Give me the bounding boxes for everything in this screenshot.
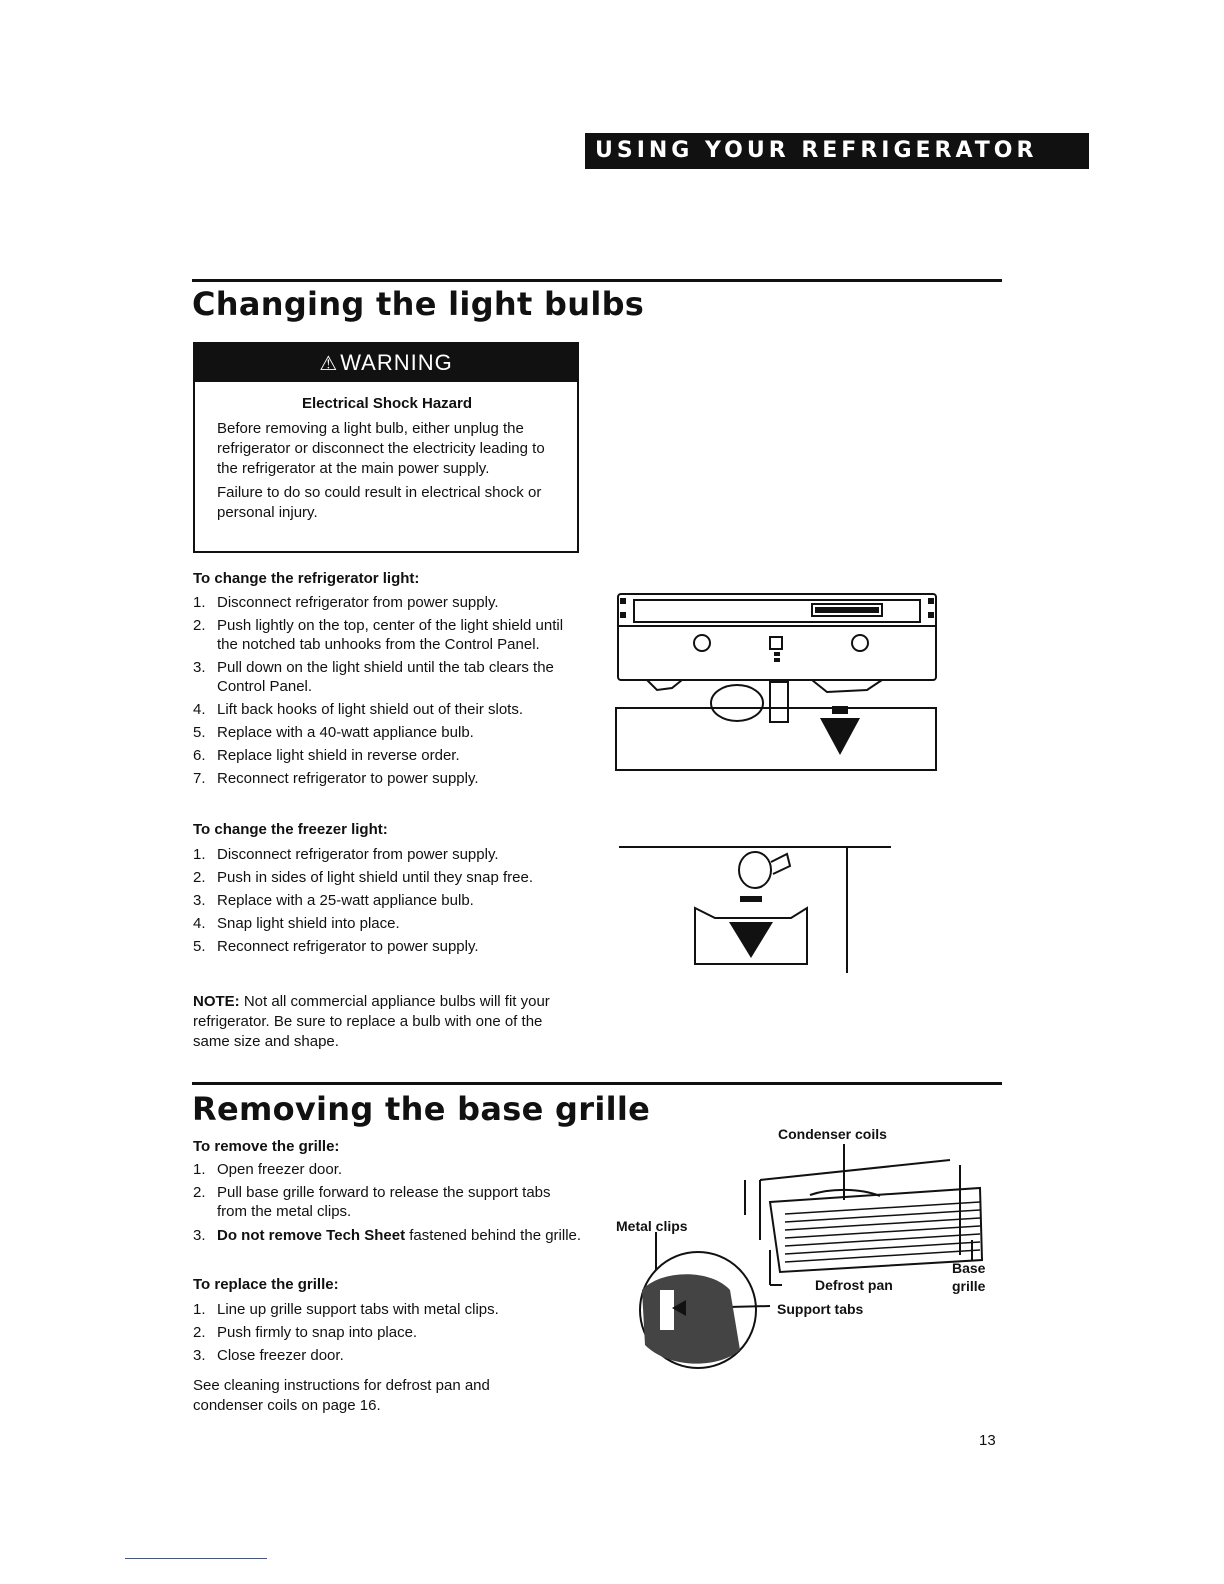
base-grille-illustration <box>620 1140 1000 1380</box>
warning-triangle-icon: ⚠ <box>319 353 339 375</box>
remove-grille-step-3 <box>193 1226 583 1249</box>
step-item: 3. Do not remove Tech Sheet fastened behind the grille. <box>193 1227 582 1244</box>
page-number: 13 <box>979 1432 996 1449</box>
step-item: 2. Push firmly to snap into place. <box>193 1324 418 1341</box>
freezer-light-heading: To change the freezer light: <box>193 821 388 838</box>
remove-grille-steps <box>193 1160 583 1225</box>
footnote-rule <box>125 1558 267 1559</box>
section-banner: USING YOUR REFRIGERATOR <box>585 133 1089 169</box>
page-title: Changing the light bulbs <box>192 285 645 323</box>
warning-text-1: Before removing a light bulb, either unplug the refrigerator or disconnect the electricity leading to the refrigerator at the main power supply. <box>217 420 545 477</box>
step-item: 2. Pull base grille forward to release the support tabs from the metal clips. <box>193 1184 551 1220</box>
step-item: 3. Pull down on the light shield until the tab clears the Control Panel. <box>193 659 554 695</box>
label-support-tabs: Support tabs <box>777 1301 864 1317</box>
replace-grille-steps <box>193 1300 583 1369</box>
step-item: 6. Replace light shield in reverse order. <box>193 747 460 764</box>
step-item: 2. Push in sides of light shield until they snap free. <box>193 869 534 886</box>
step-item: 3. Replace with a 25-watt appliance bulb. <box>193 892 474 909</box>
section-rule-bottom <box>192 1082 1002 1085</box>
fridge-light-steps <box>193 593 585 792</box>
note-label: NOTE: <box>193 993 240 1010</box>
step-item: 5. Replace with a 40-watt appliance bulb. <box>193 724 474 741</box>
note-text: Not all commercial appliance bulbs will fit your refrigerator. Be sure to replace a bulb with one of the same size and shape. <box>193 993 550 1050</box>
step-item: 1. Disconnect refrigerator from power supply. <box>193 594 499 611</box>
tech-sheet-warning: Do not remove Tech Sheet <box>217 1227 406 1244</box>
step-item: 7. Reconnect refrigerator to power supply. <box>193 770 479 787</box>
cleaning-reference: See cleaning instructions for defrost pan and condenser coils on page 16. <box>193 1377 490 1414</box>
remove-grille-heading: To remove the grille: <box>193 1138 340 1155</box>
step-item: 1. Line up grille support tabs with metal clips. <box>193 1301 499 1318</box>
warning-box <box>193 342 579 553</box>
label-condenser-coils: Condenser coils <box>778 1126 887 1142</box>
step-item: 2. Push lightly on the top, center of the light shield until the notched tab unhooks from the Control Panel. <box>193 617 564 653</box>
bulb-note <box>193 992 578 1052</box>
step-item: 1. Disconnect refrigerator from power supply. <box>193 846 499 863</box>
step-item: 1. Open freezer door. <box>193 1161 343 1178</box>
refrigerator-light-illustration <box>612 590 942 780</box>
warning-subheading: Electrical Shock Hazard <box>301 395 473 412</box>
label-defrost-pan: Defrost pan <box>815 1277 893 1293</box>
replace-grille-heading: To replace the grille: <box>193 1276 339 1293</box>
label-metal-clips: Metal clips <box>616 1218 688 1234</box>
warning-header <box>195 344 577 382</box>
fridge-light-heading: To change the refrigerator light: <box>193 570 420 587</box>
step-item: 4. Snap light shield into place. <box>193 915 400 932</box>
warning-text-2: Failure to do so could result in electrical shock or personal injury. <box>217 484 542 521</box>
label-base-grille: Base grille <box>952 1260 986 1294</box>
section-title-base-grille: Removing the base grille <box>192 1090 651 1128</box>
warning-heading: WARNING <box>340 350 453 375</box>
freezer-light-illustration <box>615 840 895 980</box>
freezer-light-steps <box>193 845 563 960</box>
step-item: 3. Close freezer door. <box>193 1347 344 1364</box>
step-item: 5. Reconnect refrigerator to power supply. <box>193 938 479 955</box>
section-rule-top <box>192 279 1002 282</box>
step-item: 4. Lift back hooks of light shield out of their slots. <box>193 701 523 718</box>
